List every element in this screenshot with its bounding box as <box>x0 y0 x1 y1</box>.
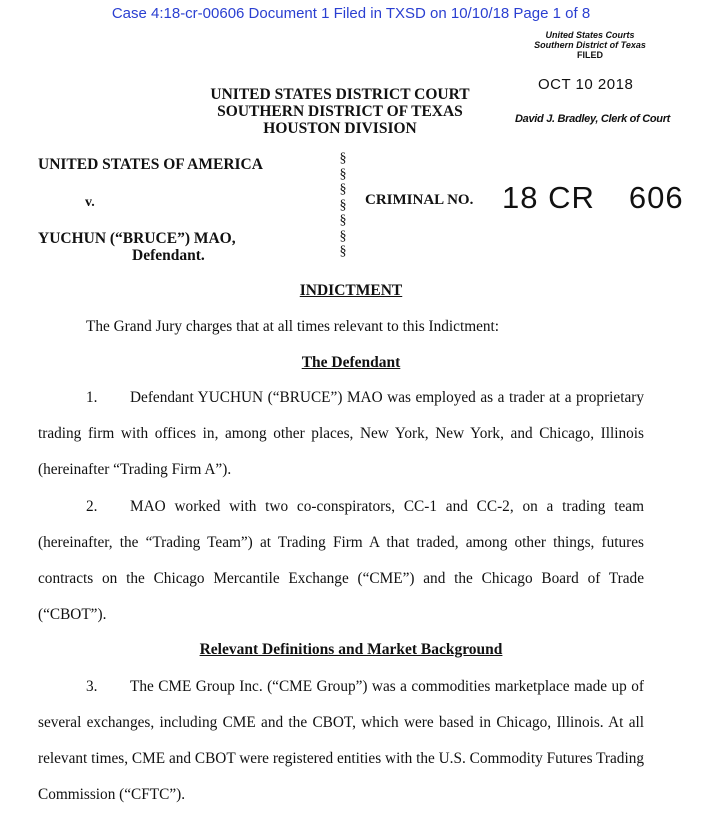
defendant-label: Defendant. <box>132 247 205 264</box>
criminal-number-part1: 18 CR <box>502 180 595 215</box>
section-marks <box>335 151 351 260</box>
court-name: UNITED STATES DISTRICT COURT <box>210 86 470 103</box>
section-mark: § <box>339 244 347 259</box>
paragraph-3 <box>38 669 644 813</box>
court-district: SOUTHERN DISTRICT OF TEXAS <box>217 103 463 120</box>
paragraph-2 <box>38 489 644 633</box>
filed-stamp <box>520 30 660 60</box>
defendant-name: YUCHUN (“BRUCE”) MAO, <box>38 230 236 247</box>
criminal-label: CRIMINAL NO. <box>365 192 474 208</box>
section-mark: § <box>339 166 347 182</box>
case-header: Case 4:18-cr-00606 Document 1 Filed in TXSD on 10/10/18 Page 1 of 8 <box>111 5 591 22</box>
criminal-number <box>502 180 684 216</box>
section-mark: § <box>339 213 347 228</box>
section-heading-definitions: Relevant Definitions and Market Background <box>199 641 503 658</box>
paragraph-text: Defendant YUCHUN (“BRUCE”) MAO was employed as a trader at a proprietary trading firm with offices in, among other places, New York, New York, and Chicago, Illinois (hereinafter “Trading Firm A”). <box>38 389 644 478</box>
versus: v. <box>85 195 95 210</box>
intro-text: The Grand Jury charges that at all times relevant to this Indictment: <box>86 318 500 335</box>
section-mark: § <box>339 228 347 244</box>
section-mark: § <box>339 182 347 197</box>
paragraph-text: The CME Group Inc. (“CME Group”) was a commodities marketplace made up of several exchanges, including CME and the CBOT, which were based in Chicago, Illinois. At all relevant times, CME and CBOT were registered entities with the U.S. Commodity Futures Trading Commission (“CFTC”). <box>38 678 644 803</box>
section-heading-defendant: The Defendant <box>301 354 401 371</box>
plaintiff: UNITED STATES OF AMERICA <box>38 156 263 173</box>
section-mark: § <box>339 151 347 166</box>
court-heading <box>175 86 505 137</box>
section-mark: § <box>339 197 347 213</box>
clerk-signature: David J. Bradley, Clerk of Court <box>515 113 671 125</box>
criminal-number-part2: 606 <box>628 180 684 215</box>
paragraph-text: MAO worked with two co-conspirators, CC-1 and CC-2, on a trading team (hereinafter, the “Trading Team”) at Trading Firm A that traded, among other things, futures contracts on the Chicago Mercantile Exchange (“CME”) and the Chicago Board of Trade (“CBOT”). <box>38 498 644 623</box>
paragraph-number: 3. <box>86 678 98 695</box>
paragraph-number: 1. <box>86 389 98 406</box>
stamp-date: OCT 10 2018 <box>538 76 634 93</box>
stamp-line3: FILED <box>577 50 603 60</box>
document-title: INDICTMENT <box>299 282 403 299</box>
paragraph-1 <box>38 380 644 488</box>
stamp-line2: Southern District of Texas <box>534 40 646 50</box>
paragraph-number: 2. <box>86 498 98 515</box>
court-division: HOUSTON DIVISION <box>263 120 417 137</box>
stamp-line1: United States Courts <box>545 30 635 40</box>
